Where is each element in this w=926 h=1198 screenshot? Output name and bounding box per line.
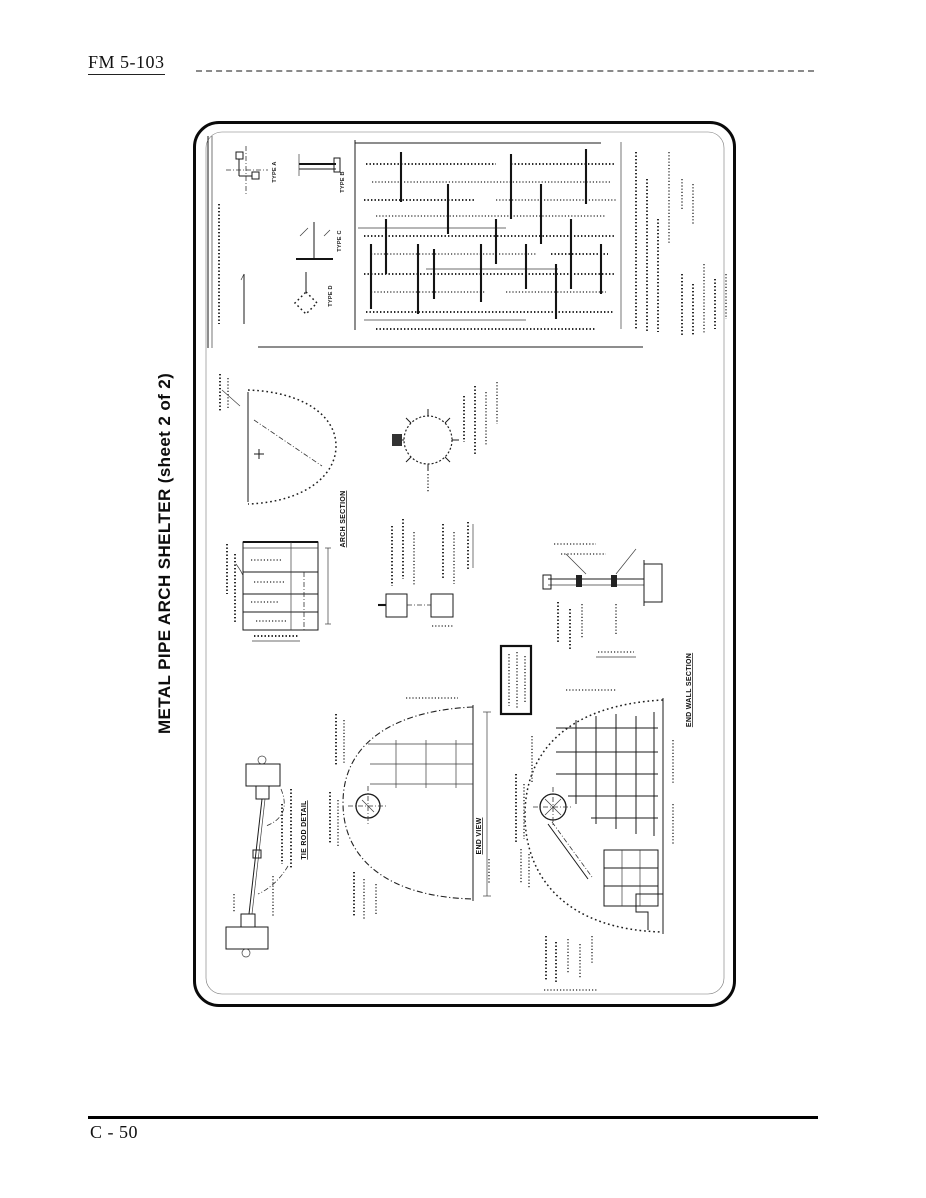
pipe-fitting-legend (208, 136, 346, 348)
end-view-caption: END VIEW (476, 817, 483, 855)
legend-label-type-a: TYPE A (272, 161, 278, 183)
half-arch-section-diagram (220, 374, 347, 547)
boxed-note (501, 646, 531, 714)
legend-label-type-b: TYPE B (340, 171, 346, 193)
end-wall-section-caption: END WALL SECTION (686, 652, 693, 728)
figure-title: METAL PIPE ARCH SHELTER (sheet 2 of 2) (155, 372, 174, 734)
tie-rod-detail-diagram (226, 756, 308, 957)
strut-detail (543, 544, 662, 657)
header-rule (196, 70, 814, 72)
bill-of-materials-table (258, 140, 643, 347)
bolt-ring-detail (392, 382, 497, 492)
end-wall-section-diagram (516, 653, 693, 990)
legend-label-type-d: TYPE D (328, 285, 334, 307)
drawing-sheet (193, 121, 736, 1007)
engineering-drawing (196, 124, 733, 1004)
page-number: C - 50 (90, 1122, 138, 1142)
arch-section-caption: ARCH SECTION (340, 490, 347, 548)
end-framing-detail (227, 542, 331, 641)
tie-rod-detail-caption: TIE ROD DETAIL (301, 800, 308, 860)
inner-border (206, 132, 724, 994)
footer-rule (88, 1116, 818, 1119)
general-notes (621, 142, 726, 336)
page-header: FM 5-103 (88, 52, 165, 75)
end-view-diagram (330, 698, 491, 919)
legend-label-type-c: TYPE C (337, 230, 343, 252)
base-plate-details (378, 519, 473, 626)
